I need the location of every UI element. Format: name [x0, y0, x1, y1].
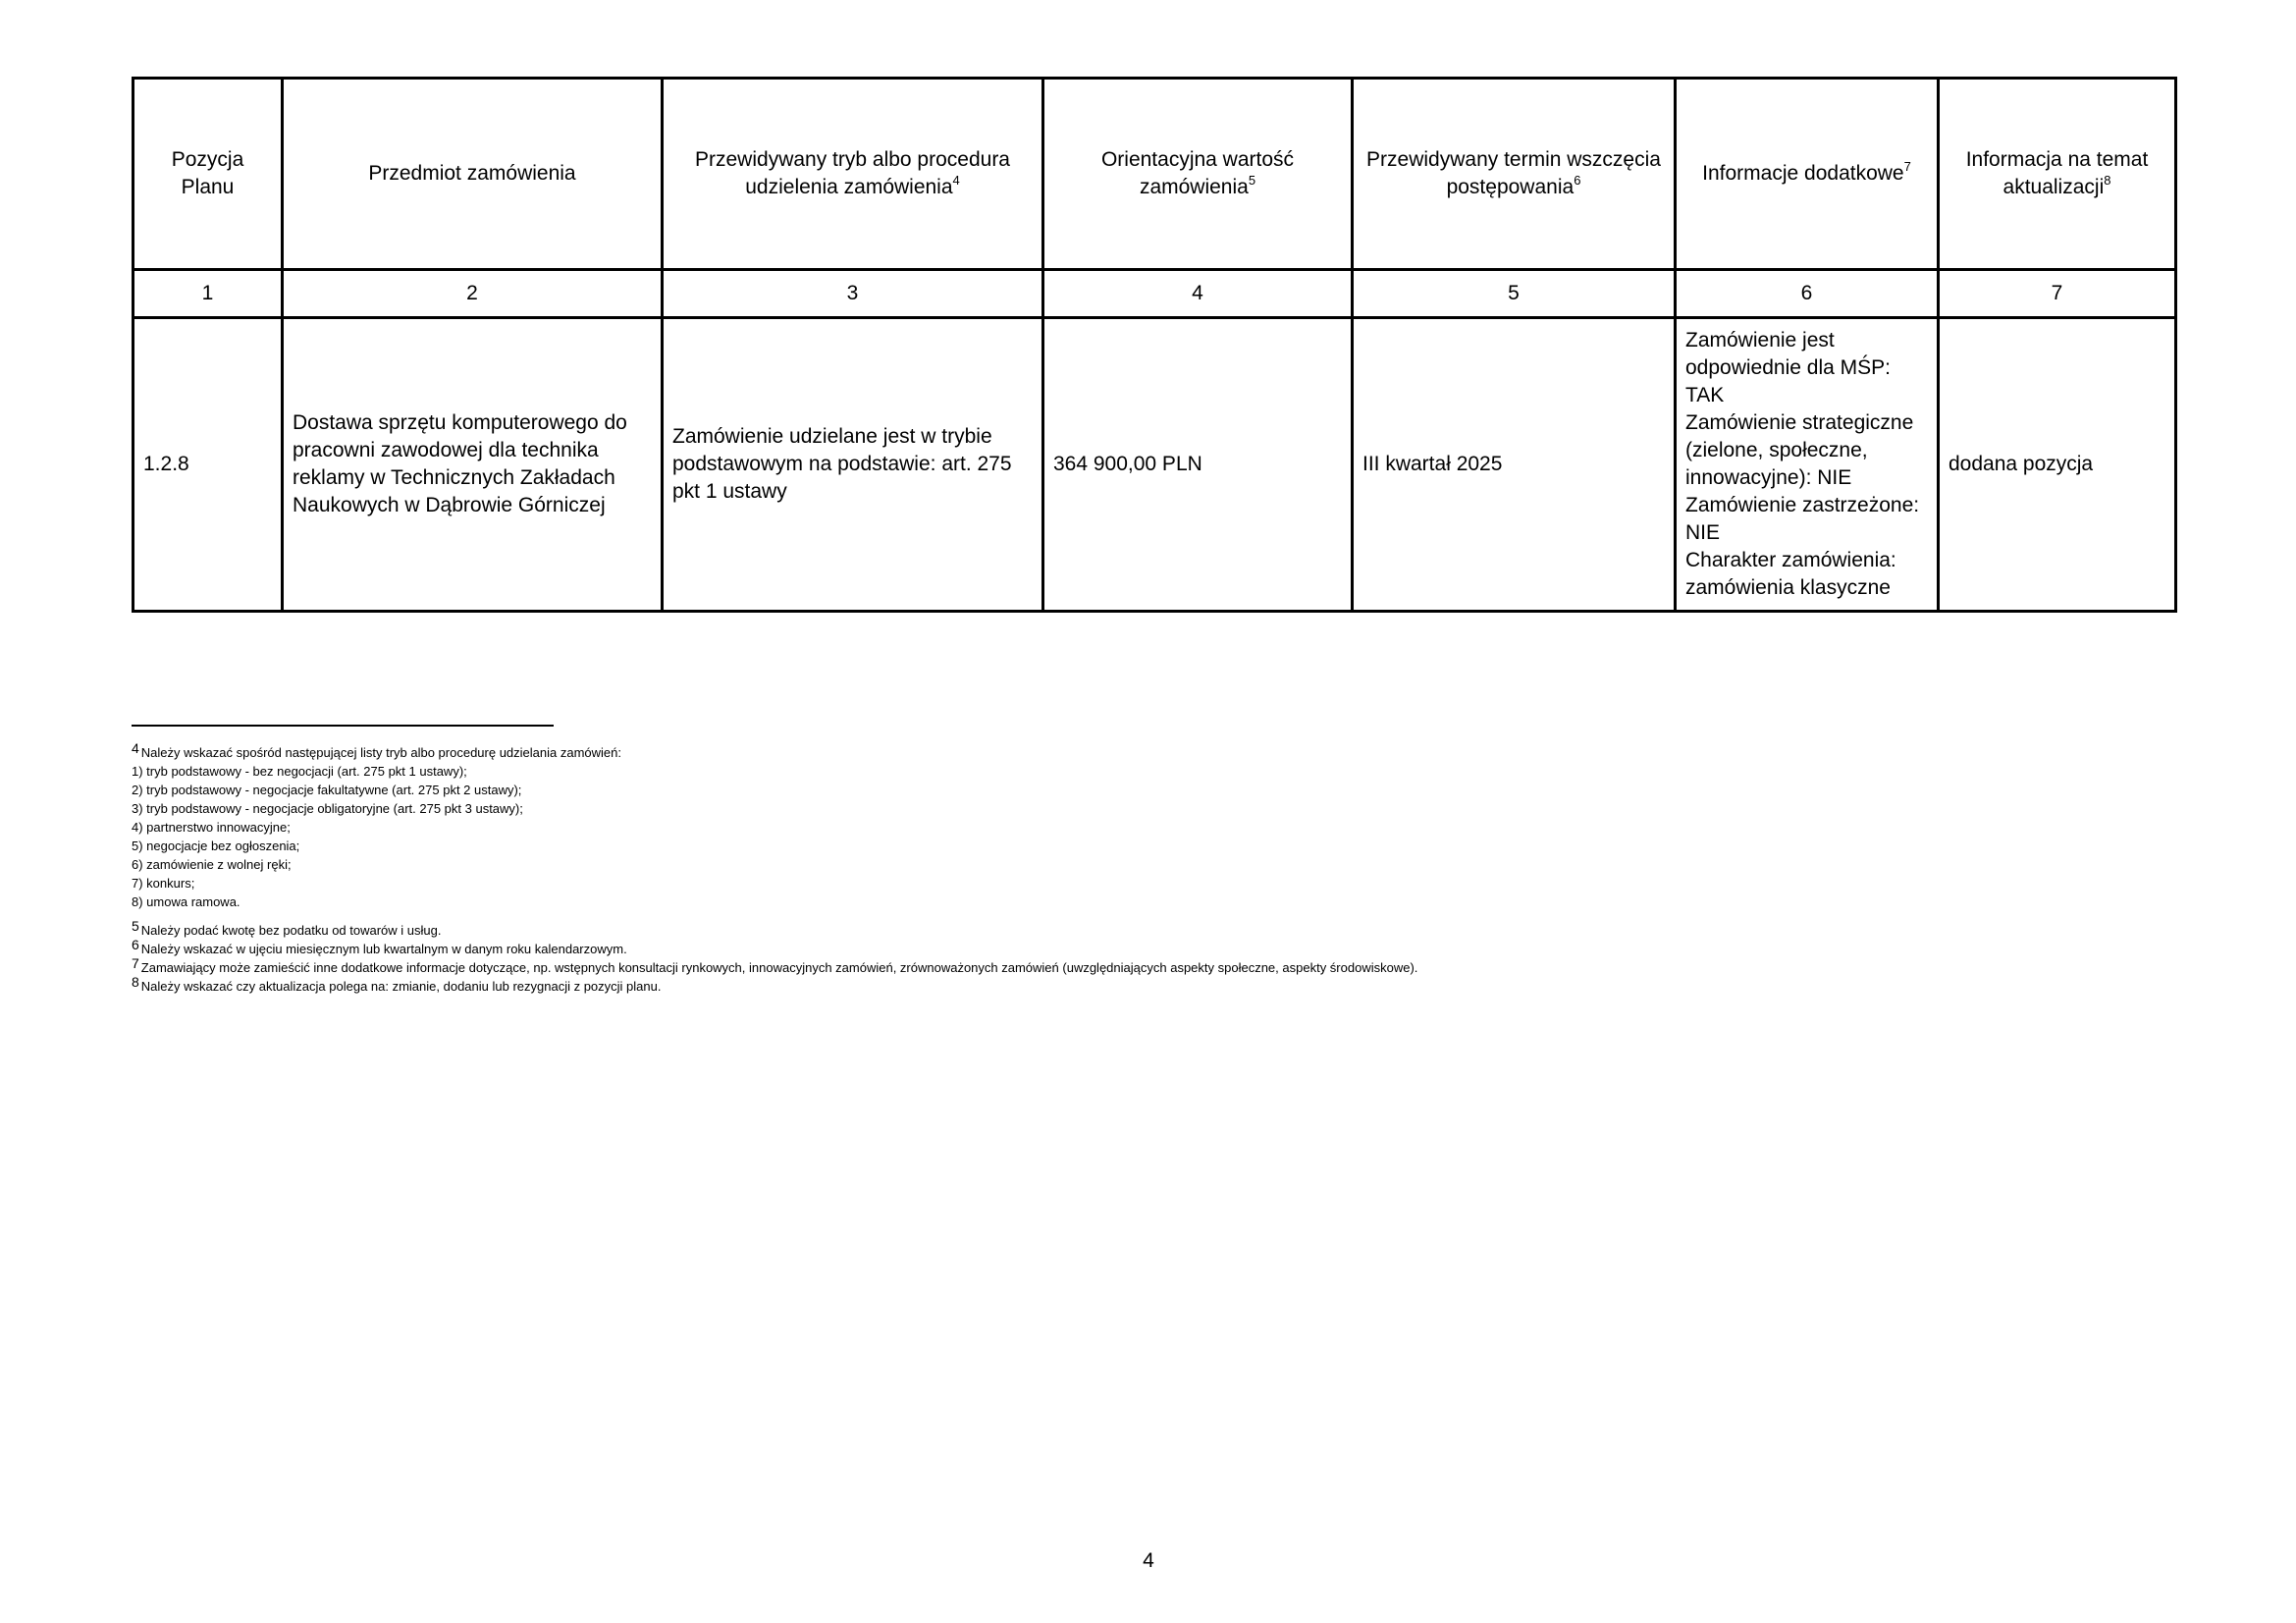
footnote-ref-4: 4: [952, 173, 960, 188]
footnote-ref-8: 8: [2104, 173, 2111, 188]
footnote-marker: 4: [132, 740, 139, 756]
footnote-6: [132, 937, 2173, 958]
column-number: 2: [283, 270, 663, 318]
footnote-text: Należy wskazać w ujęciu miesięcznym lub kwartalnym w danym roku kalendarzowym.: [140, 942, 627, 956]
header-position: Pozycja Planu: [133, 79, 283, 270]
header-row: [133, 79, 2176, 270]
cell-additional-info: Zamówienie jest odpowiednie dla MŚP: TAK Zamówienie strategiczne (zielone, społeczne, innowacyjne): NIE Zamówienie zastrzeżone: NIE Charakter zamówienia: zamówienia klasyczne: [1676, 318, 1939, 612]
footnote-marker: 5: [132, 918, 139, 934]
footnote-5: [132, 918, 2173, 940]
footnote-separator: [132, 725, 554, 727]
footnote-7: [132, 955, 2173, 977]
cell-value: 364 900,00 PLN: [1043, 318, 1353, 612]
footnote-marker: 7: [132, 955, 139, 971]
footnote-list-item: 6) zamówienie z wolnej ręki;: [132, 857, 292, 872]
footnote-list-item: 4) partnerstwo innowacyjne;: [132, 820, 291, 835]
footnote-list-item: 5) negocjacje bez ogłoszenia;: [132, 839, 300, 853]
footnote-list-item: 8) umowa ramowa.: [132, 894, 240, 909]
footnote-4-intro: [132, 740, 2173, 762]
column-number-row: [133, 270, 2176, 318]
footnote-list-item: 1) tryb podstawowy - bez negocjacji (art. 275 pkt 1 ustawy);: [132, 764, 467, 779]
footnote-text: Należy wskazać czy aktualizacja polega na: zmianie, dodaniu lub rezygnacji z pozycji planu.: [140, 979, 662, 994]
column-number: 1: [133, 270, 283, 318]
cell-subject: Dostawa sprzętu komputerowego do pracowni zawodowej dla technika reklamy w Technicznych Zakładach Naukowych w Dąbrowie Górniczej: [283, 318, 663, 612]
cell-update-info: dodana pozycja: [1939, 318, 2176, 612]
cell-procedure: Zamówienie udzielane jest w trybie podstawowym na podstawie: art. 275 pkt 1 ustawy: [663, 318, 1043, 612]
cell-term: III kwartał 2025: [1353, 318, 1676, 612]
procurement-plan-table: [132, 77, 2177, 613]
footnote-list-item: 2) tryb podstawowy - negocjacje fakultatywne (art. 275 pkt 2 ustawy);: [132, 783, 522, 797]
column-number: 6: [1676, 270, 1939, 318]
footnote-ref-6: 6: [1574, 173, 1581, 188]
header-term: Przewidywany termin wszczęcia postępowania$^6$: [1353, 79, 1676, 270]
page-number: 4: [1143, 1549, 1154, 1572]
header-subject: Przedmiot zamówienia: [283, 79, 663, 270]
column-number: 3: [663, 270, 1043, 318]
footnote-ref-5: 5: [1248, 173, 1256, 188]
header-additional-info: Informacje dodatkowe$^7$: [1676, 79, 1939, 270]
cell-position: 1.2.8: [133, 318, 283, 612]
column-number: 4: [1043, 270, 1353, 318]
footnotes: [132, 740, 2173, 996]
header-value: Orientacyjna wartość zamówienia$^5$: [1043, 79, 1353, 270]
column-number: 7: [1939, 270, 2176, 318]
footnote-text: Zamawiający może zamieścić inne dodatkowe informacje dotyczące, np. wstępnych konsultacji rynkowych, innowacyjnych zamówień, zrównoważonych zamówień (uwzględniających aspekty społeczne, aspekty środowiskowe).: [140, 960, 1418, 975]
table-row: [133, 318, 2176, 612]
footnote-list-item: 7) konkurs;: [132, 876, 195, 891]
footnote-list-item: 3) tryb podstawowy - negocjacje obligatoryjne (art. 275 pkt 3 ustawy);: [132, 801, 523, 816]
footnote-ref-7: 7: [1903, 159, 1911, 174]
footnote-4: [132, 740, 2173, 911]
footnote-marker: 8: [132, 974, 139, 990]
footnote-8: [132, 974, 2173, 996]
header-procedure: Przewidywany tryb albo procedura udzielenia zamówienia$^4$: [663, 79, 1043, 270]
footnote-text: Należy wskazać spośród następującej listy tryb albo procedurę udzielania zamówień:: [140, 745, 621, 760]
footnote-marker: 6: [132, 937, 139, 952]
header-update-info: Informacja na temat aktualizacji$^8$: [1939, 79, 2176, 270]
footnote-text: Należy podać kwotę bez podatku od towarów i usług.: [140, 923, 442, 938]
column-number: 5: [1353, 270, 1676, 318]
